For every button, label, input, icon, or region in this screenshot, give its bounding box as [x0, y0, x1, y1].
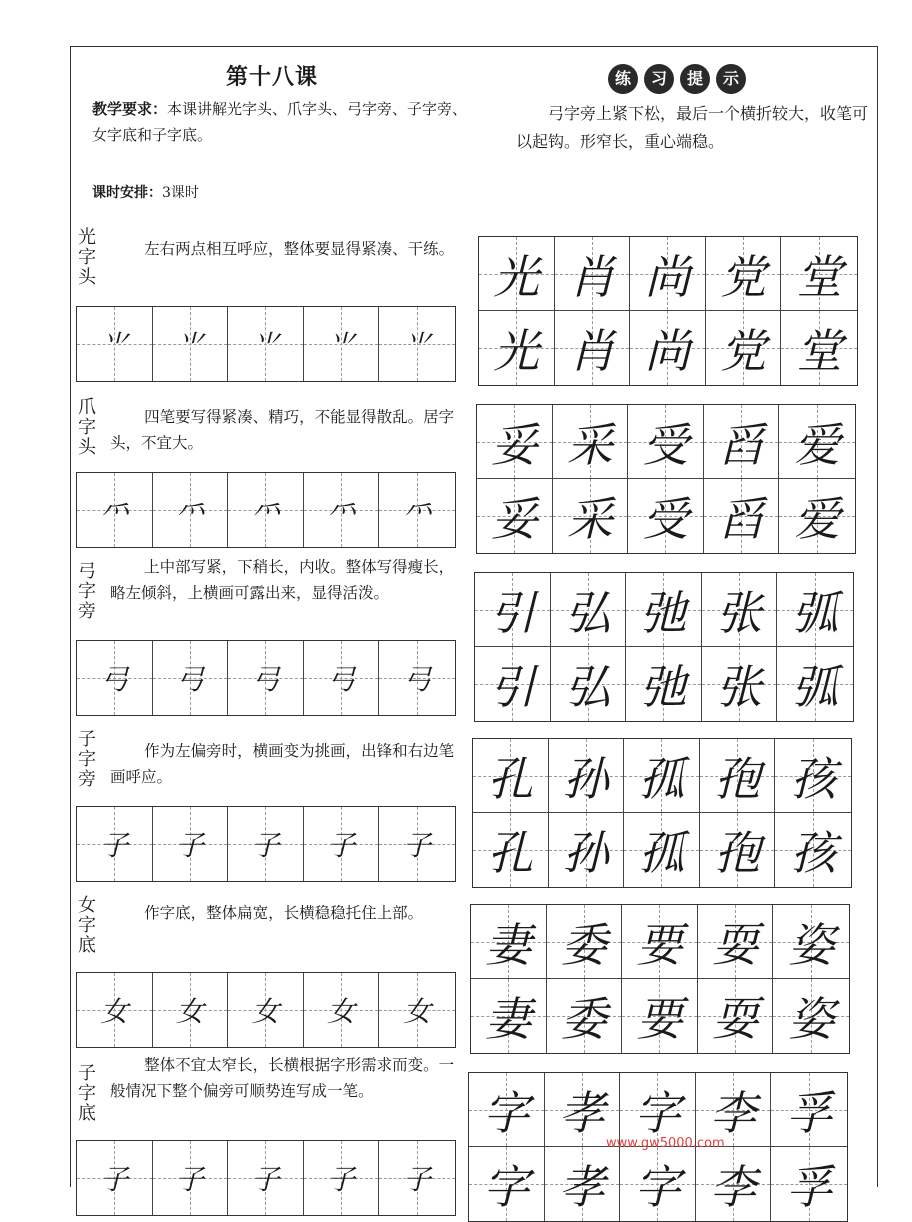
radical-practice-grid: [76, 640, 456, 716]
grid-cell: [702, 647, 778, 721]
grid-cell: [555, 311, 631, 385]
radical-glyph: ⺤: [327, 495, 356, 528]
radical-glyph: 子: [403, 829, 432, 862]
grid-cell: [153, 1141, 229, 1215]
character-glyph: 尚: [644, 324, 691, 378]
character-glyph: 要: [636, 992, 683, 1046]
grid-cell: [547, 905, 623, 979]
grid-cell: [624, 813, 700, 887]
grid-cell: [304, 807, 380, 881]
grid-cell: [77, 641, 153, 715]
grid-cell: [379, 973, 455, 1047]
character-glyph: 爱: [794, 417, 841, 472]
grid-cell: [555, 237, 631, 311]
grid-cell: [379, 641, 455, 715]
radical-glyph: 女: [175, 995, 204, 1028]
character-glyph: 孙: [562, 751, 609, 806]
grid-cell: [475, 647, 551, 721]
grid-cell: [228, 641, 304, 715]
grid-cell: [706, 237, 782, 311]
radical-glyph: 子: [251, 1163, 280, 1196]
grid-cell: [304, 307, 380, 381]
radical-glyph: ⺤: [403, 495, 432, 528]
character-glyph: 光: [493, 324, 540, 378]
radical-glyph: 子: [251, 829, 280, 862]
character-glyph: 妥: [491, 417, 538, 472]
grid-cell: [379, 1141, 455, 1215]
section-description: 四笔要写得紧凑、精巧，不能显得散乱。居字头，不宜大。: [110, 408, 455, 452]
grid-cell: [471, 979, 547, 1053]
radical-glyph: 弓: [403, 663, 432, 696]
character-glyph: 孤: [638, 751, 685, 806]
requirement-label: 教学要求：: [92, 100, 168, 118]
character-glyph: 孝: [558, 1160, 605, 1214]
grid-cell: [153, 641, 229, 715]
character-glyph: 张: [716, 585, 763, 640]
grid-cell: [696, 1147, 772, 1221]
character-glyph: 尚: [644, 249, 691, 304]
character-glyph: 妻: [485, 917, 532, 972]
character-glyph: 姿: [788, 992, 835, 1046]
character-glyph: 要: [636, 917, 683, 972]
radical-glyph: 女: [403, 995, 432, 1028]
character-glyph: 堂: [796, 249, 843, 304]
tip-char: 习: [644, 64, 674, 94]
radical-glyph: 子: [327, 829, 356, 862]
hours-value: 3课时: [162, 185, 199, 201]
section-label: 光字头: [78, 227, 96, 288]
grid-cell: [475, 573, 551, 647]
grid-cell: [471, 905, 547, 979]
grid-cell: [153, 473, 229, 547]
grid-cell: [153, 807, 229, 881]
grid-cell: [469, 1073, 545, 1147]
grid-cell: [545, 1147, 621, 1221]
character-glyph: 党: [720, 249, 767, 304]
grid-cell: [624, 739, 700, 813]
grid-cell: [77, 473, 153, 547]
character-glyph: 委: [560, 992, 607, 1046]
grid-cell: [775, 813, 851, 887]
section-label: 女字底: [78, 895, 96, 956]
radical-glyph: 子: [175, 1163, 204, 1196]
radical-glyph: ⺌: [175, 329, 204, 362]
grid-cell: [551, 647, 627, 721]
section-description: 作字底，整体扁宽，长横稳稳托住上部。: [144, 904, 424, 922]
character-glyph: 张: [716, 660, 763, 714]
character-glyph: 妥: [491, 492, 538, 546]
character-glyph: 李: [710, 1085, 757, 1140]
grid-cell: [379, 807, 455, 881]
grid-cell: [477, 479, 553, 553]
teaching-requirement: [92, 96, 472, 148]
grid-cell: [698, 905, 774, 979]
radical-glyph: 弓: [327, 663, 356, 696]
watermark: www.gw5000.com: [606, 1136, 725, 1151]
character-glyph: 耍: [712, 992, 759, 1046]
grid-cell: [779, 405, 855, 479]
character-glyph: 孩: [790, 751, 837, 806]
character-practice-grid: [478, 236, 858, 386]
grid-cell: [700, 739, 776, 813]
grid-cell: [775, 739, 851, 813]
radical-glyph: ⺤: [251, 495, 280, 528]
radical-glyph: 子: [327, 1163, 356, 1196]
radical-glyph: 子: [100, 1163, 129, 1196]
grid-cell: [549, 813, 625, 887]
class-hours: [92, 182, 199, 202]
grid-cell: [773, 905, 849, 979]
character-glyph: 孩: [790, 826, 837, 880]
grid-cell: [702, 573, 778, 647]
practice-tips-heading: [608, 64, 746, 94]
grid-cell: [781, 311, 857, 385]
character-glyph: 党: [720, 324, 767, 378]
grid-cell: [628, 405, 704, 479]
character-glyph: 弛: [640, 585, 687, 640]
character-glyph: 引: [489, 660, 536, 714]
character-glyph: 孙: [562, 826, 609, 880]
grid-cell: [549, 739, 625, 813]
grid-cell: [698, 979, 774, 1053]
grid-cell: [779, 479, 855, 553]
radical-glyph: ⺌: [327, 329, 356, 362]
section-description: 上中部写紧，下稍长，内收。整体写得瘦长，略左倾斜，上横画可露出来，显得活泼。: [110, 558, 455, 602]
character-glyph: 堂: [796, 324, 843, 378]
character-practice-grid: [476, 404, 856, 554]
character-glyph: 耍: [712, 917, 759, 972]
section-description: 左右两点相互呼应，整体要显得紧凑、干练。: [144, 240, 455, 258]
character-glyph: 孤: [638, 826, 685, 880]
grid-cell: [77, 973, 153, 1047]
radical-glyph: 女: [251, 995, 280, 1028]
grid-cell: [704, 479, 780, 553]
character-glyph: 姿: [788, 917, 835, 972]
grid-cell: [777, 573, 853, 647]
character-glyph: 弧: [792, 585, 839, 640]
grid-cell: [228, 307, 304, 381]
grid-cell: [479, 237, 555, 311]
grid-cell: [704, 405, 780, 479]
grid-cell: [473, 739, 549, 813]
radical-practice-grid: [76, 472, 456, 548]
character-glyph: 孔: [487, 826, 534, 880]
character-glyph: 受: [642, 492, 689, 546]
radical-glyph: 女: [327, 995, 356, 1028]
character-glyph: 肖: [568, 249, 615, 304]
radical-practice-grid: [76, 306, 456, 382]
grid-cell: [771, 1073, 847, 1147]
lesson-title: 第十八课: [226, 64, 319, 90]
character-glyph: 委: [560, 917, 607, 972]
grid-cell: [626, 573, 702, 647]
tip-char: 练: [608, 64, 638, 94]
character-glyph: 妻: [485, 992, 532, 1046]
character-glyph: 舀: [718, 492, 765, 546]
character-glyph: 孢: [714, 751, 761, 806]
grid-cell: [153, 307, 229, 381]
character-glyph: 弛: [640, 660, 687, 714]
radical-glyph: ⺤: [175, 495, 204, 528]
grid-cell: [773, 979, 849, 1053]
hours-label: 课时安排：: [92, 185, 162, 201]
character-glyph: 弘: [564, 585, 611, 640]
character-glyph: 采: [566, 417, 613, 472]
grid-cell: [630, 237, 706, 311]
grid-cell: [781, 237, 857, 311]
radical-practice-grid: [76, 806, 456, 882]
section-description: 作为左偏旁时，横画变为挑画，出锋和右边笔画呼应。: [110, 742, 455, 786]
requirement-text: 本课讲解光字头、爪字头、弓字旁、子字旁、女字底和子字底。: [92, 100, 468, 144]
character-practice-grid: [470, 904, 850, 1054]
radical-glyph: ⺌: [251, 329, 280, 362]
grid-cell: [547, 979, 623, 1053]
grid-cell: [553, 405, 629, 479]
radical-glyph: ⺌: [403, 329, 432, 362]
grid-cell: [473, 813, 549, 887]
grid-cell: [77, 1141, 153, 1215]
grid-cell: [477, 405, 553, 479]
character-glyph: 孝: [558, 1085, 605, 1140]
radical-glyph: ⺤: [100, 495, 129, 528]
grid-cell: [479, 311, 555, 385]
radical-glyph: 子: [403, 1163, 432, 1196]
character-practice-grid: [472, 738, 852, 888]
radical-glyph: 子: [100, 829, 129, 862]
radical-practice-grid: [76, 1140, 456, 1216]
character-glyph: 受: [642, 417, 689, 472]
grid-cell: [706, 311, 782, 385]
grid-cell: [153, 973, 229, 1047]
radical-practice-grid: [76, 972, 456, 1048]
character-glyph: 肖: [568, 324, 615, 378]
grid-cell: [622, 905, 698, 979]
grid-cell: [469, 1147, 545, 1221]
practice-tips-text: 弓字旁上紧下松，最后一个横折较大，收笔可以起钩。形窄长，重心端稳。: [516, 104, 869, 151]
section-label: 爪字头: [78, 397, 96, 458]
character-glyph: 弘: [564, 660, 611, 714]
character-glyph: 孔: [487, 751, 534, 806]
grid-cell: [622, 979, 698, 1053]
character-glyph: 字: [483, 1160, 530, 1214]
grid-cell: [620, 1147, 696, 1221]
grid-cell: [551, 573, 627, 647]
character-glyph: 李: [710, 1160, 757, 1214]
radical-glyph: ⺌: [100, 329, 129, 362]
character-glyph: 孚: [786, 1085, 833, 1140]
radical-glyph: 弓: [251, 663, 280, 696]
grid-cell: [228, 1141, 304, 1215]
section-label: 子字旁: [78, 729, 96, 790]
character-glyph: 引: [489, 585, 536, 640]
grid-cell: [304, 1141, 380, 1215]
character-glyph: 字: [634, 1160, 681, 1214]
character-glyph: 孢: [714, 826, 761, 880]
section-label: 弓字旁: [78, 561, 96, 622]
character-glyph: 光: [493, 249, 540, 304]
character-glyph: 采: [566, 492, 613, 546]
section-description: 整体不宜太窄长，长横根据字形需求而变。一般情况下整个偏旁可顺势连写成一笔。: [110, 1056, 455, 1100]
character-glyph: 字: [483, 1085, 530, 1140]
grid-cell: [77, 307, 153, 381]
grid-cell: [304, 641, 380, 715]
character-glyph: 爱: [794, 492, 841, 546]
grid-cell: [777, 647, 853, 721]
grid-cell: [304, 473, 380, 547]
radical-glyph: 弓: [100, 663, 129, 696]
grid-cell: [228, 973, 304, 1047]
character-glyph: 字: [634, 1085, 681, 1140]
grid-cell: [228, 807, 304, 881]
section-label: 子字底: [78, 1063, 96, 1124]
radical-glyph: 子: [175, 829, 204, 862]
radical-glyph: 弓: [175, 663, 204, 696]
radical-glyph: 女: [100, 995, 129, 1028]
grid-cell: [228, 473, 304, 547]
grid-cell: [628, 479, 704, 553]
character-glyph: 舀: [718, 417, 765, 472]
grid-cell: [771, 1147, 847, 1221]
character-practice-grid: [474, 572, 854, 722]
grid-cell: [304, 973, 380, 1047]
grid-cell: [379, 307, 455, 381]
grid-cell: [553, 479, 629, 553]
grid-cell: [626, 647, 702, 721]
grid-cell: [700, 813, 776, 887]
tip-char: 提: [680, 64, 710, 94]
grid-cell: [630, 311, 706, 385]
grid-cell: [77, 807, 153, 881]
tip-char: 示: [716, 64, 746, 94]
character-glyph: 弧: [792, 660, 839, 714]
grid-cell: [379, 473, 455, 547]
character-glyph: 孚: [786, 1160, 833, 1214]
